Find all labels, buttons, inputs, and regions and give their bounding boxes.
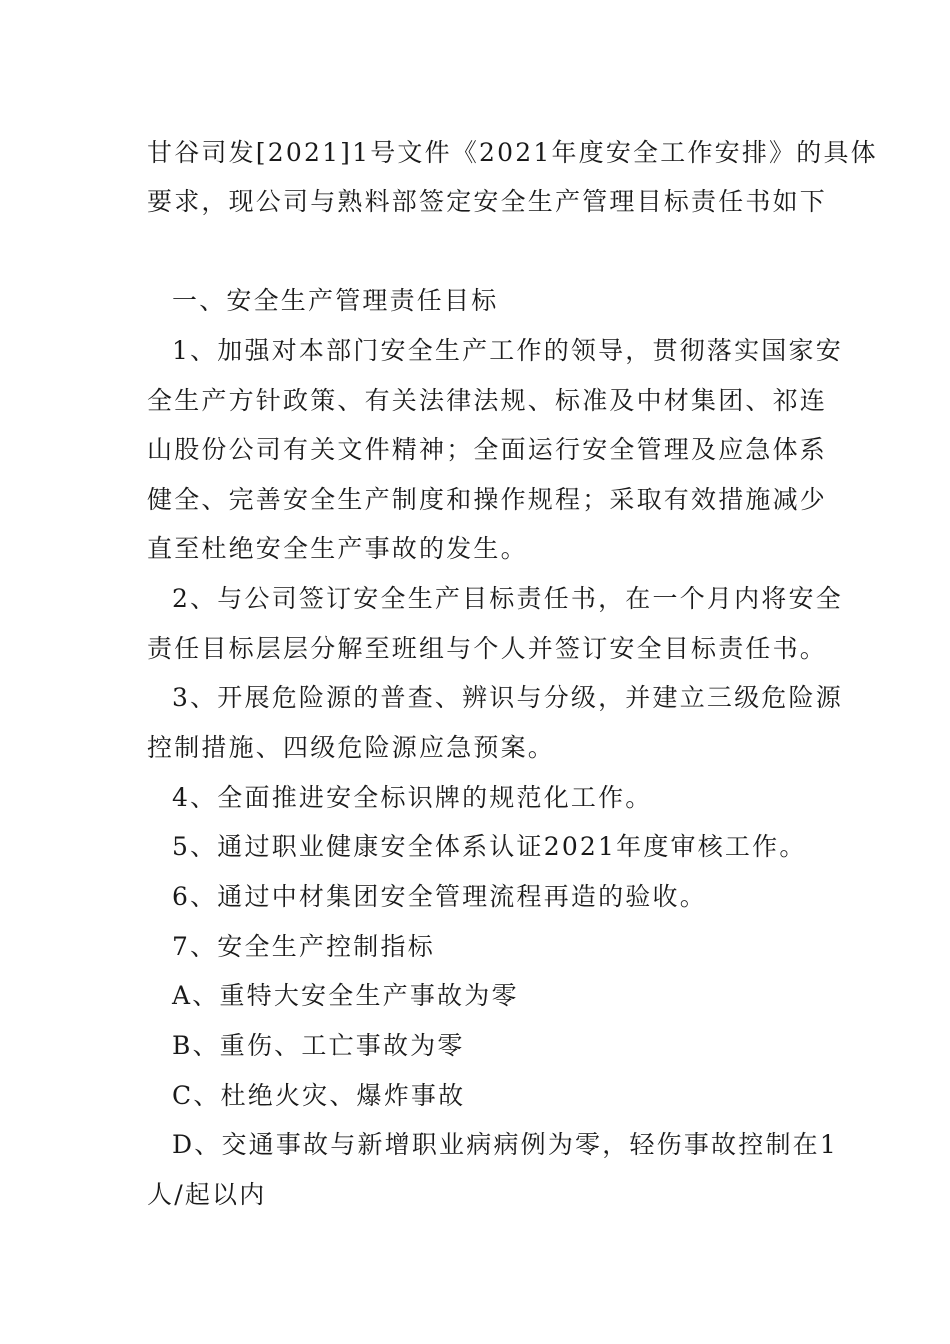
item-3-line-1: 3、开展危险源的普查、辨识与分级，并建立三级危险源 bbox=[172, 683, 843, 712]
item-c: C、杜绝火灾、爆炸事故 bbox=[172, 1081, 466, 1110]
item-5: 5、通过职业健康安全体系认证2021年度审核工作。 bbox=[172, 832, 807, 861]
intro-line-2: 要求，现公司与熟料部签定安全生产管理目标责任书如下 bbox=[147, 187, 828, 216]
item-3-line-2: 控制措施、四级危险源应急预案。 bbox=[147, 733, 556, 762]
item-1-line-4: 健全、完善安全生产制度和操作规程；采取有效措施减少 bbox=[147, 485, 828, 514]
item-7: 7、安全生产控制指标 bbox=[172, 932, 435, 961]
item-a: A、重特大安全生产事故为零 bbox=[172, 981, 519, 1010]
item-6: 6、通过中材集团安全管理流程再造的验收。 bbox=[172, 882, 707, 911]
item-1-line-3: 山股份公司有关文件精神；全面运行安全管理及应急体系 bbox=[147, 435, 828, 464]
item-b: B、重伤、工亡事故为零 bbox=[172, 1031, 465, 1060]
item-d-line-1: D、交通事故与新增职业病病例为零，轻伤事故控制在1 bbox=[172, 1130, 838, 1159]
section-heading: 一、安全生产管理责任目标 bbox=[172, 286, 499, 315]
item-2-line-1: 2、与公司签订安全生产目标责任书，在一个月内将安全 bbox=[172, 584, 843, 613]
item-d-line-2: 人/起以内 bbox=[147, 1180, 267, 1209]
item-1-line-5: 直至杜绝安全生产事故的发生。 bbox=[147, 534, 528, 563]
intro-line-1: 甘谷司发[2021]1号文件《2021年度安全工作安排》的具体 bbox=[147, 138, 878, 167]
item-2-line-2: 责任目标层层分解至班组与个人并签订安全目标责任书。 bbox=[147, 634, 828, 663]
item-1-line-2: 全生产方针政策、有关法律法规、标准及中材集团、祁连 bbox=[147, 386, 828, 415]
item-1-line-1: 1、加强对本部门安全生产工作的领导，贯彻落实国家安 bbox=[172, 336, 843, 365]
item-4: 4、全面推进安全标识牌的规范化工作。 bbox=[172, 783, 653, 812]
